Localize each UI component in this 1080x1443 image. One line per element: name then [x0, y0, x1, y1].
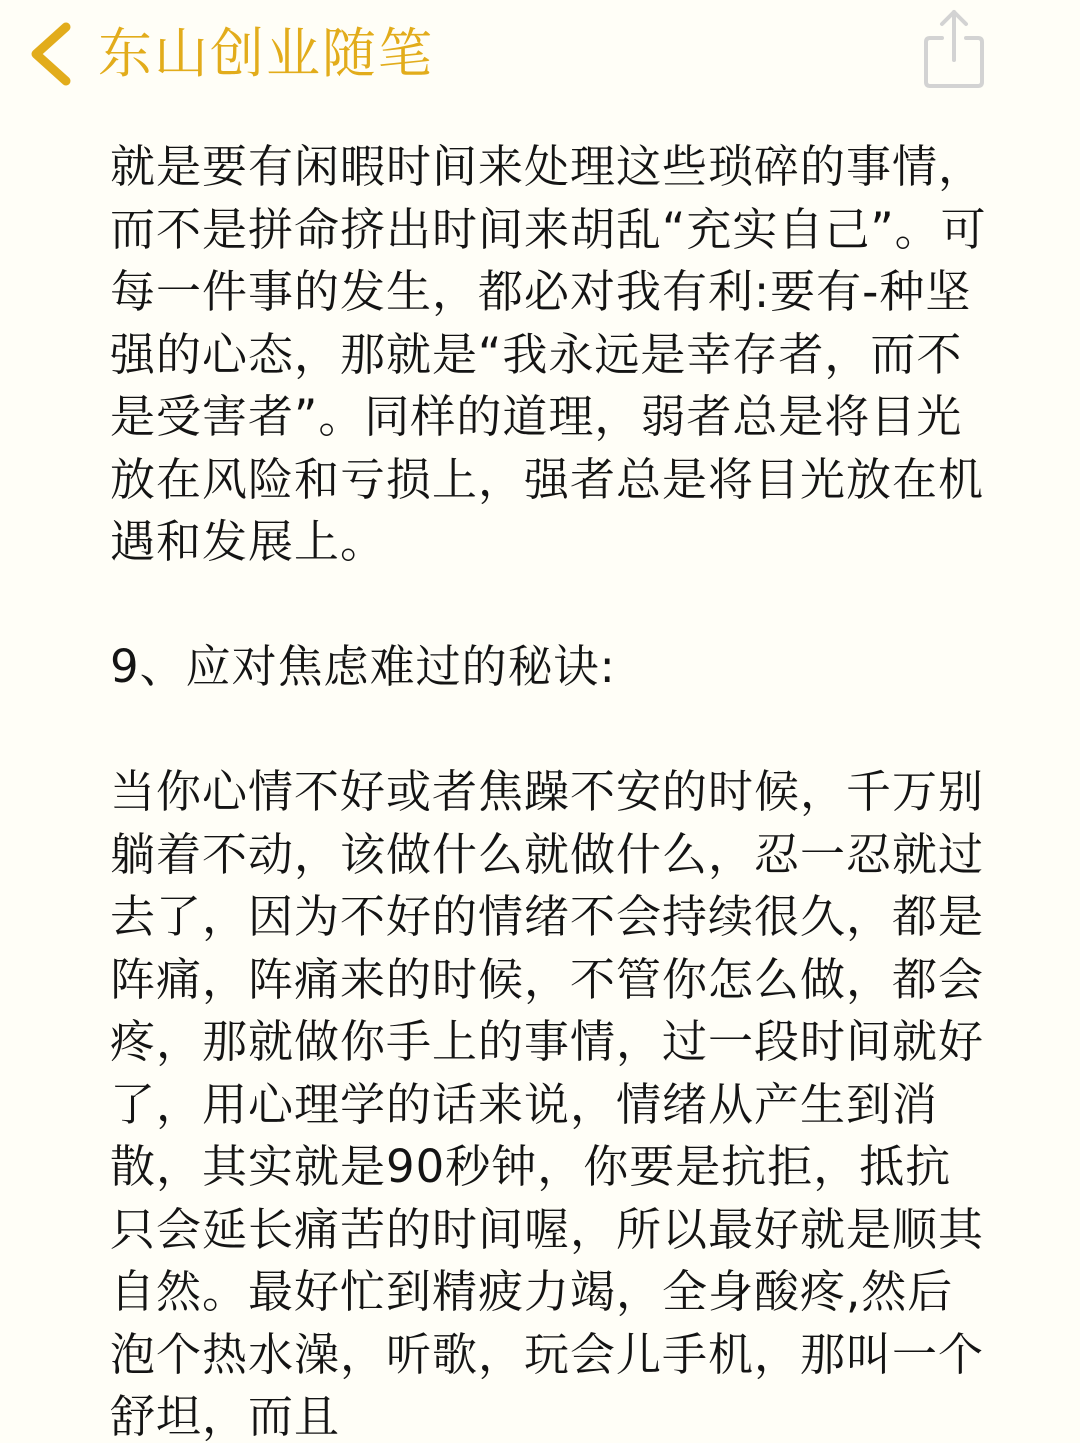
paragraph-intro: 就是要有闲暇时间来处理这些琐碎的事情，而不是拼命挤出时间来胡乱“充实自己”。可每一件事的发生，都必对我有利:要有-种坚强的心态，那就是“我永远是幸存者，而不是受害者”。同样的道理，弱者总是将目光放在风险和亏损上，强者总是将目光放在机遇和发展上。 — [110, 140, 987, 568]
chevron-left-icon[interactable] — [22, 19, 78, 89]
page-title: 东山创业随笔 — [98, 22, 434, 85]
share-icon[interactable] — [918, 4, 990, 90]
navigation-bar — [0, 0, 1080, 110]
paragraph-spacer — [110, 699, 990, 762]
paragraph-body: 当你心情不好或者焦躁不安的时候，千万别躺着不动，该做什么就做什么，忍一忍就过去了，因为不好的情绪不会持续很久，都是阵痛，阵痛来的时候，不管你怎么做，都会疼，那就做你手上的事情，过一段时间就好了，用心理学的话来说，情绪从产生到消散，其实就是90秒钟，你要是抗拒，抵抗只会延长痛苦的时间喔，所以最好就是顺其自然。最好忙到精疲力竭，全身酸疼,然后泡个热水澡，听歌，玩会儿手机，那叫一个舒坦，而且 — [110, 765, 985, 1443]
section-heading: 9、应对焦虑难过的秘诀: — [110, 640, 616, 693]
paragraph-spacer — [110, 574, 990, 637]
note-content — [110, 136, 990, 1443]
share-button[interactable] — [918, 4, 990, 90]
back-button[interactable] — [22, 14, 434, 94]
